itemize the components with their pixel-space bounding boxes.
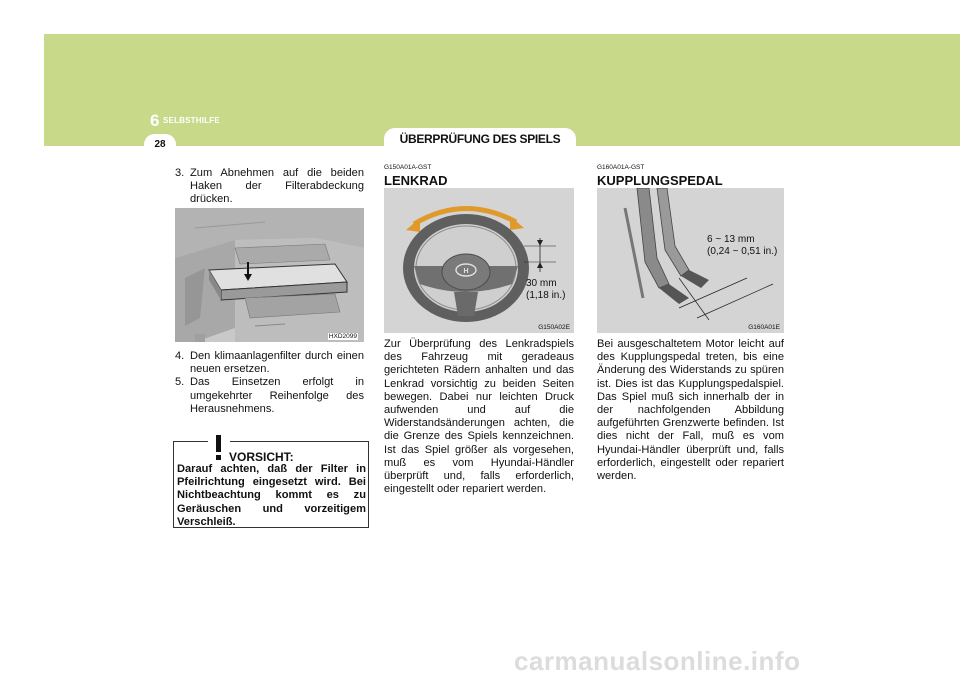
clutch-figure-code: G160A01E — [748, 324, 780, 331]
step-3 — [175, 167, 364, 207]
steering-body — [384, 338, 574, 496]
step-4-text: Den klimaanlagenfilter durch einen neuen ersetzen. — [190, 350, 364, 376]
steering-heading: LENKRAD — [384, 173, 448, 188]
section-title: ÜBERPRÜFUNG DES SPIELS — [399, 132, 561, 146]
steering-measure — [526, 278, 565, 302]
clutch-pedal-illustration — [597, 188, 784, 333]
clutch-code: G160A01A-GST — [597, 164, 645, 171]
caution-title: VORSICHT: — [229, 450, 294, 464]
caution-text: Darauf achten, daß der Filter in Pfeilrichtung eingesetzt wird. Bei Nichtbeachtung kommt es zu Geräuschen und vorzeitigem Verschleiß. — [177, 463, 366, 528]
chapter-name: SELBSTHILFE — [163, 116, 220, 125]
step-5-number: 5. — [175, 376, 185, 389]
clutch-measure-in: (0,24 ~ 0,51 in.) — [707, 246, 778, 257]
caution-box — [173, 441, 369, 528]
step-4-number: 4. — [175, 350, 185, 362]
filter-figure — [175, 208, 364, 342]
glovebox-illustration — [175, 208, 364, 342]
steering-figure-code: G150A02E — [538, 324, 570, 331]
clutch-body — [597, 338, 784, 483]
steering-figure — [384, 188, 574, 333]
chapter-number: 6 — [150, 111, 160, 130]
step-3-text: Zum Abnehmen auf die beiden Haken der Filterabdeckung drücken. — [190, 167, 364, 206]
step-3-number: 3. — [175, 167, 185, 179]
steering-wheel-illustration — [384, 188, 574, 333]
warning-icon — [208, 432, 230, 462]
steering-measure-mm: 30 mm — [526, 278, 557, 289]
watermark: carmanualsonline.info — [514, 646, 801, 676]
page-number: 28 — [154, 139, 166, 150]
steering-text: Zur Überprüfung des Lenkradspiels des Fahrzeug mit geradeaus gerichteten Rädern anhalten und das Lenkrad vorsichtig zu beiden Seiten bewegen. Dabei nur leichten Druck aufwenden und auf die Widerstandsänderungen achten, die die Grenze des Spiels kennzeichnen. Ist das Spiel größer als vorgesehen, muß es vom Hyundai-Händler überprüft und, falls erforderlich, eingestellt oder repariert werden. — [384, 338, 574, 496]
steering-measure-in: (1,18 in.) — [526, 290, 566, 301]
filter-figure-code: HXD2099 — [328, 333, 357, 340]
steering-code: G150A01A-GST — [384, 164, 432, 171]
step-5-text: Das Einsetzen erfolgt in umgekehrter Reihenfolge des Herausnehmens. — [190, 376, 364, 415]
clutch-measure-mm: 6 ~ 13 mm — [707, 234, 755, 245]
svg-text:H: H — [463, 268, 469, 275]
clutch-heading: KUPPLUNGSPEDAL — [597, 173, 723, 188]
clutch-figure — [597, 188, 784, 333]
clutch-text: Bei ausgeschaltetem Motor leicht auf des Kupplungspedal treten, bis eine Änderung des Widerstands zu spüren ist. Dies ist das Kupplungspedalspiel. Das Spiel muß sich innerhalb der in der nachfolgenden Abbildung aufgeführten Grenzwerte befinden. Ist dies nicht der Fall, muß es vom Hyundai-Händler überprüft und, falls erforderlich, eingestellt oder repariert werden. — [597, 338, 784, 483]
steps-4-5 — [175, 350, 364, 416]
clutch-measure — [707, 234, 777, 258]
